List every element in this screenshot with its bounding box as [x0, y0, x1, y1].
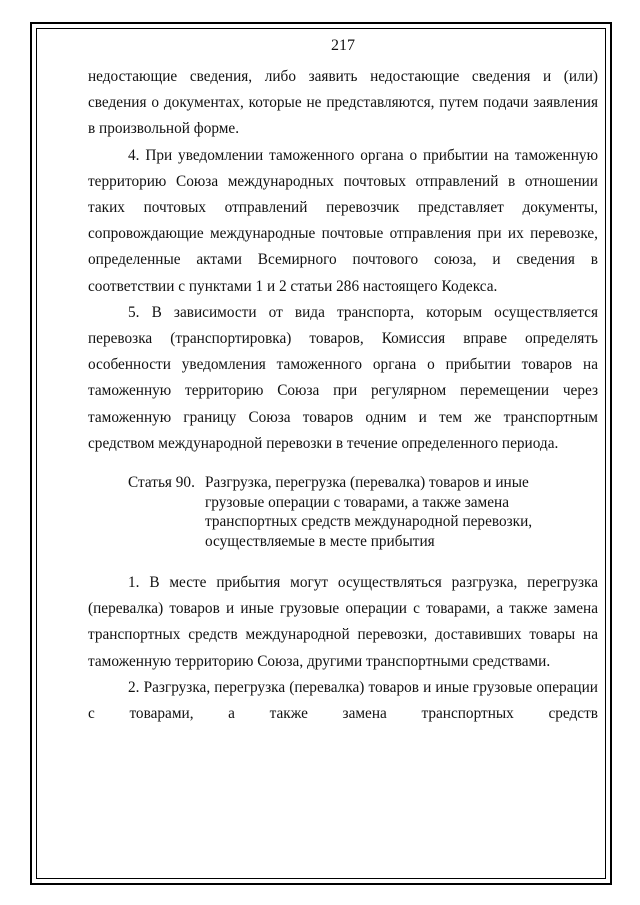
paragraph-continuation: недостающие сведения, либо заявить недостающие сведения и (или) сведения о документах, которые не представляются, путем подачи заявления в произвольной форме.	[88, 68, 598, 138]
paragraph-article-90-item-2: 2. Разгрузка, перегрузка (перевалка) товаров и иные грузовые операции с товарами, а также замена транспортных средств	[88, 678, 598, 723]
paragraph-item-4: 4. При уведомлении таможенного органа о прибытии на таможенную территорию Союза международных почтовых отправлений в отношении таких почтовых отправлений перевозчик представляет документы, сопровождающие международные почтовые отправления при их перевозке, определенные актами Всемирного почтового союза, и сведения в соответствии с пунктами 1 и 2 статьи 286 настоящего Кодекса.	[88, 146, 598, 295]
document-page	[88, 36, 598, 727]
page-number: 217	[331, 37, 355, 54]
article-number: Статья 90.	[128, 474, 195, 492]
article-title: Разгрузка, перегрузка (перевалка) товаров и иные грузовые операции с товарами, а также замена транспортных средств международной перевозки, осуществляемые в месте прибытия	[205, 474, 533, 550]
paragraph-article-90-item-1: 1. В месте прибытия могут осуществляться разгрузка, перегрузка (перевалка) товаров и иные грузовые операции с товарами, а также замена транспортных средств международной перевозки, доставивших товары на таможенную территорию Союза, другими транспортными средствами.	[88, 574, 598, 670]
article-heading	[88, 473, 598, 551]
paragraph-item-5: 5. В зависимости от вида транспорта, которым осуществляется перевозка (транспортировка) товаров, Комиссия вправе определять особенности уведомления таможенного органа о прибытии товаров на таможенную территорию Союза при регулярном перемещении через таможенную границу Союза товаров одним и тем же транспортным средством международной перевозки в течение определенного периода.	[88, 303, 598, 452]
